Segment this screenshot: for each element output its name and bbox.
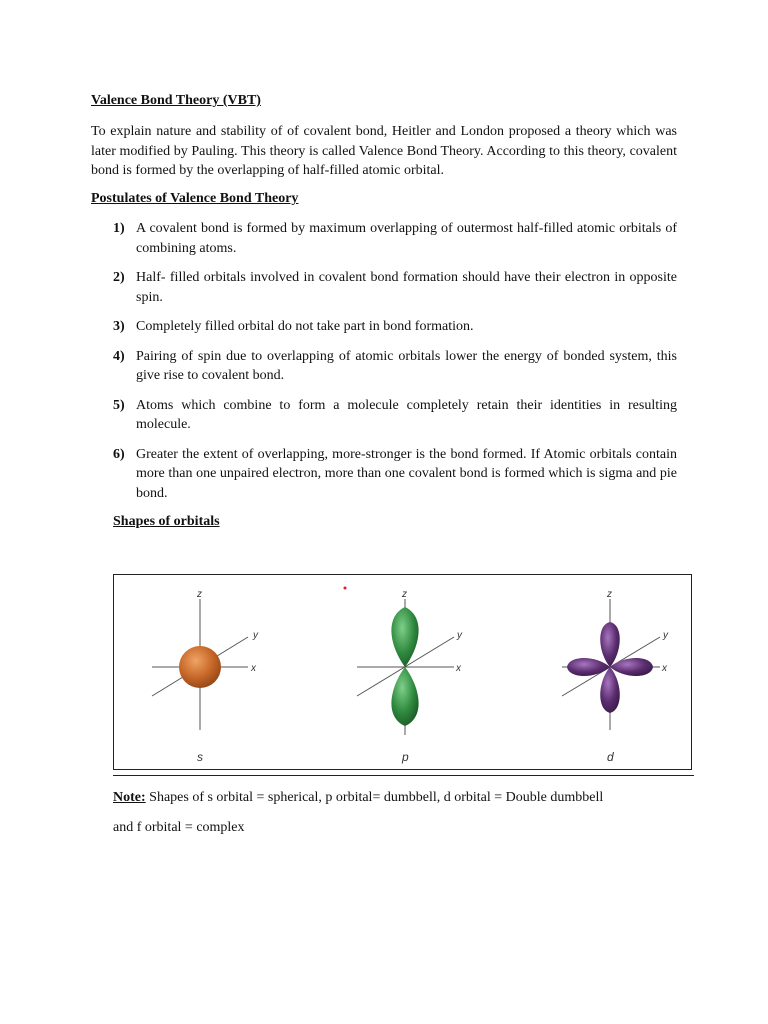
figure-bottom-rule — [113, 775, 694, 776]
x-axis-label: x — [662, 663, 667, 674]
d-orbital-label: d — [607, 750, 614, 764]
postulate-number: 6) — [113, 446, 125, 462]
postulate-item — [113, 445, 677, 504]
d-orbital-left-lobe — [567, 658, 610, 676]
shapes-heading: Shapes of orbitals — [113, 514, 220, 529]
postulate-text: Pairing of spin due to overlapping of atomic orbitals lower the energy of bonded system, this give rise to covalent bond. — [136, 348, 677, 383]
postulate-item — [113, 347, 677, 386]
postulate-item — [113, 268, 677, 307]
document-title: Valence Bond Theory (VBT) — [91, 93, 261, 108]
postulate-text: Half- filled orbitals involved in covalent bond formation should have their electron in opposite spin. — [136, 270, 677, 305]
d-orbital-top-lobe — [600, 622, 620, 667]
s-orbital-diagram — [152, 589, 259, 764]
x-axis-label: x — [456, 663, 461, 674]
orbital-figure-svg — [114, 575, 691, 769]
s-orbital-label: s — [197, 750, 203, 764]
postulates-list — [113, 219, 677, 513]
postulate-number: 1) — [113, 221, 125, 236]
x-axis-label: x — [251, 663, 256, 674]
postulate-number: 2) — [113, 270, 125, 285]
d-orbital-diagram — [562, 589, 669, 764]
y-axis-label: y — [457, 630, 462, 641]
postulate-number: 3) — [113, 319, 125, 334]
note-text: Shapes of s orbital = spherical, p orbital= dumbbell, d orbital = Double dumbbell — [145, 790, 604, 805]
note-continuation: and f orbital = complex — [113, 820, 245, 835]
s-orbital-sphere — [179, 646, 221, 688]
postulates-heading: Postulates of Valence Bond Theory — [91, 191, 299, 206]
intro-paragraph: To explain nature and stability of of covalent bond, Heitler and London proposed a theory which was later modified by Pauling. This theory is called Valence Bond Theory. According to this theory, covalent bond is formed by the overlapping of half-filled atomic orbital. — [91, 124, 677, 178]
postulate-item — [113, 396, 677, 435]
p-orbital-lower-lobe — [391, 667, 418, 726]
red-dot-mark — [344, 587, 347, 590]
z-axis-label: z — [197, 589, 202, 600]
postulate-text: A covalent bond is formed by maximum overlapping of outermost half-filled atomic orbitals of combining atoms. — [136, 221, 677, 256]
note-line — [113, 788, 693, 808]
d-orbital-right-lobe — [610, 658, 653, 676]
note-label: Note: — [113, 790, 146, 805]
d-orbital-bottom-lobe — [600, 667, 620, 713]
postulate-item — [113, 219, 677, 258]
postulate-text: Completely filled orbital do not take part in bond formation. — [136, 319, 474, 334]
orbital-figure — [113, 574, 692, 770]
y-axis-label: y — [253, 630, 258, 641]
p-orbital-diagram — [357, 589, 463, 764]
postulate-text: Atoms which combine to form a molecule completely retain their identities in resulting molecule. — [136, 397, 677, 432]
p-orbital-label: p — [402, 750, 409, 764]
y-axis-label: y — [663, 630, 668, 641]
z-axis-label: z — [402, 589, 407, 600]
postulate-number: 4) — [113, 348, 125, 364]
postulate-number: 5) — [113, 397, 125, 413]
p-orbital-upper-lobe — [391, 607, 418, 667]
postulate-text: Greater the extent of overlapping, more-stronger is the bond formed. If Atomic orbitals contain more than one unpaired electron, more than one covalent bond is formed which is sigma and pie bond. — [136, 446, 677, 501]
z-axis-label: z — [607, 589, 612, 600]
postulate-item — [113, 317, 677, 337]
